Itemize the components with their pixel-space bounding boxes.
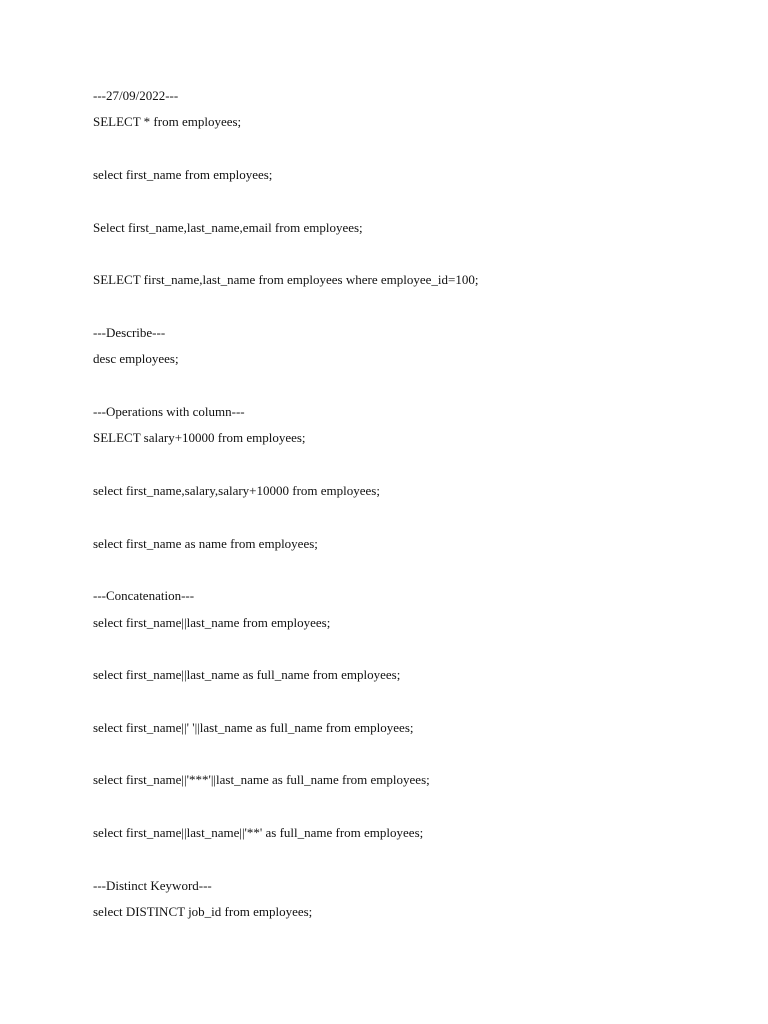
concatenation-comment: ---Concatenation--- [93,588,195,603]
sql-select-name-email: Select first_name,last_name,email from employees; [93,220,363,235]
sql-distinct: select DISTINCT job_id from employees; [93,904,313,919]
sql-concat-stars: select first_name||'***'||last_name as full_name from employees; [93,772,430,787]
sql-select-where: SELECT first_name,last_name from employees where employee_id=100; [93,272,479,287]
sql-desc: desc employees; [93,351,179,366]
sql-alias: select first_name as name from employees; [93,536,318,551]
date-comment: ---27/09/2022--- [93,88,179,103]
sql-concat-space: select first_name||' '||last_name as full_name from employees; [93,720,414,735]
sql-select-all: SELECT * from employees; [93,114,242,129]
distinct-comment: ---Distinct Keyword--- [93,878,212,893]
describe-comment: ---Describe--- [93,325,166,340]
sql-concat-trailing-stars: select first_name||last_name||'**' as full_name from employees; [93,825,424,840]
sql-concat-alias: select first_name||last_name as full_name from employees; [93,667,401,682]
operations-comment: ---Operations with column--- [93,404,245,419]
sql-salary-plus: SELECT salary+10000 from employees; [93,430,306,445]
sql-select-salary-columns: select first_name,salary,salary+10000 from employees; [93,483,380,498]
sql-concat: select first_name||last_name from employees; [93,615,331,630]
sql-select-first-name: select first_name from employees; [93,167,273,182]
